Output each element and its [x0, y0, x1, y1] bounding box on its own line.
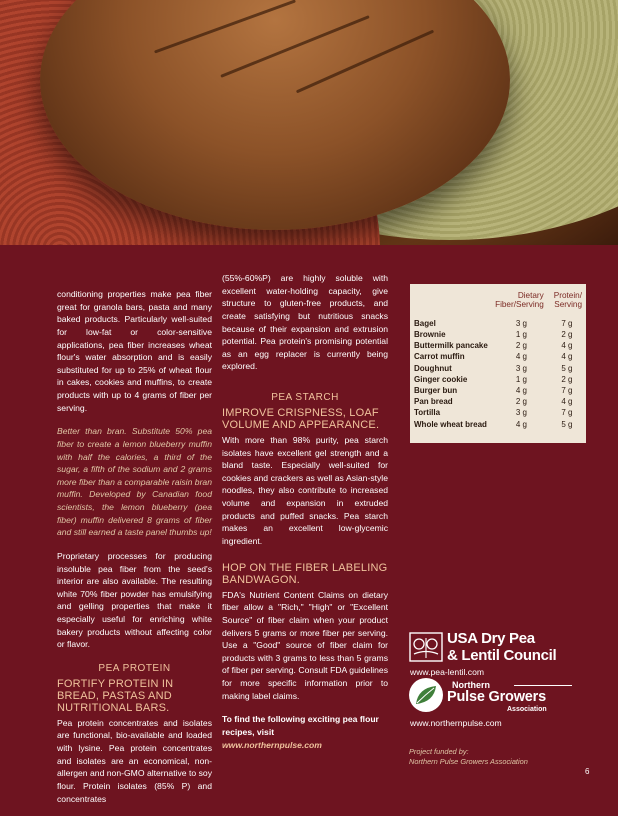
section-label-pea-starch: PEA STARCH: [271, 392, 339, 403]
npga-line-2: Pulse Growers: [447, 689, 546, 705]
page-number: 6: [585, 767, 590, 776]
table-cell-protein: 4 g: [561, 397, 573, 407]
npga-circle: [409, 678, 443, 712]
column-1: [57, 288, 212, 816]
bread-score: [154, 0, 296, 54]
table-row: [410, 352, 586, 363]
table-row: [410, 329, 586, 340]
pea-pod-icon: [409, 632, 443, 662]
table-cell-item: Doughnut: [414, 363, 452, 373]
table-cell-item: Whole wheat bread: [414, 419, 487, 429]
paragraph: Pea protein concentrates and isolates are functional, bio-available and loaded with lysine. Pea protein concentrates and isolates are an economical, non-allergen and non-GMO alternative to soy flour. Protein isolates (85% P) and concentrates: [57, 717, 212, 804]
section-heading-protein: FORTIFY PROTEIN IN BREAD, PASTAS AND NUTRITIONAL BARS.: [57, 677, 174, 714]
bread-photo: [0, 0, 618, 245]
table-cell-item: Pan bread: [414, 397, 453, 407]
table-cell-fiber: 1 g: [515, 330, 527, 340]
funded-line-2: Northern Pulse Growers Association: [409, 756, 528, 766]
paragraph: Proprietary processes for producing insoluble pea fiber from the seed's interior are also available. The resulting white 70% fiber powder has emulsifying and gelling properties that make it especially useful for enriching white bakery products without affecting color or flavor.: [57, 550, 212, 650]
table-cell-protein: 4 g: [561, 341, 573, 351]
table-header-protein: Protein/ Serving: [553, 291, 582, 310]
section-label-pea-protein: PEA PROTEIN: [98, 662, 171, 674]
table-cell-item: Tortilla: [414, 408, 441, 418]
leaf-icon: [414, 684, 438, 706]
table-row: [410, 408, 586, 419]
table-cell-fiber: 4 g: [515, 419, 527, 429]
table-cell-item: Bagel: [414, 318, 436, 328]
funded-line-1: Project funded by:: [409, 747, 469, 756]
table-row: [410, 341, 586, 352]
table-cell-fiber: 3 g: [515, 318, 527, 328]
table-cell-protein: 7 g: [561, 318, 573, 328]
npga-url[interactable]: www.northernpulse.com: [410, 718, 502, 728]
table-cell-fiber: 4 g: [515, 385, 527, 395]
table-cell-fiber: 4 g: [515, 352, 527, 362]
paragraph: (55%-60%P) are highly soluble with excellent water-holding capacity, give structure to gluten-free products, and create satisfying but nutritious snacks because of their expansion and extrusion potential. Pea protein's promising potential as an egg replacer is currently being explored.: [222, 273, 388, 372]
callout-paragraph: Better than bran. Substitute 50% pea fiber to create a lemon blueberry muffin with half the calories, a third of the sugar, a fifth of the sodium and 2 grams more fiber than a comparable raisin bran muffin. Developed by Canadian food scientists, the lemon blueberry (pea fiber) muffin delivered 8 grams of fiber and still earned a taste panel thumbs up!: [57, 426, 212, 538]
usa-line-1: USA Dry Pea: [447, 630, 535, 647]
table-cell-fiber: 3 g: [515, 408, 527, 418]
table-cell-protein: 5 g: [561, 419, 573, 429]
funding-note: [409, 747, 528, 766]
table-cell-protein: 5 g: [561, 363, 573, 373]
table-header-fiber: Dietary Fiber/Serving: [495, 291, 544, 310]
table-cell-item: Buttermilk pancake: [414, 341, 488, 351]
nutrition-table: [410, 284, 586, 443]
paragraph: FDA's Nutrient Content Claims on dietary fiber allow a "Rich," "High" or "Excellent Source" of fiber claim when your product delivers 5 grams or more fiber per serving. Use a "Good" source of fiber claim for products with 3 grams to less than 5 grams of fiber per serving. Consult FDA guidelines for more specific information prior to making label claims.: [222, 589, 388, 701]
table-cell-fiber: 2 g: [515, 397, 527, 407]
section-heading-starch: IMPROVE CRISPNESS, LOAF VOLUME AND APPEARANCE.: [222, 406, 380, 431]
table-row: [410, 385, 586, 396]
table-cell-protein: 2 g: [561, 374, 573, 384]
table-cell-item: Burger bun: [414, 385, 458, 395]
recipes-cta: To find the following exciting pea flour recipes, visit: [222, 714, 379, 737]
table-row: [410, 397, 586, 408]
table-cell-protein: 2 g: [561, 330, 573, 340]
table-header-item: [410, 284, 495, 312]
usa-line-2: & Lentil Council: [447, 647, 557, 665]
paragraph: conditioning properties make pea fiber great for granola bars, pasta and many baked products. Particularly well-suited for low-fat or color-sensitive applications, pea fiber increases wheat flour's water absorption and is easily substituted for up to 25% of wheat flour in cakes, cookies and muffins, to create products with up to 4 grams of fiber per serving.: [57, 289, 212, 413]
section-heading-fiber-labeling: HOP ON THE FIBER LABELING BANDWAGON.: [222, 561, 388, 586]
npga-rule: [514, 685, 572, 686]
table-row: [410, 374, 586, 385]
table-cell-fiber: 3 g: [515, 363, 527, 373]
northernpulse-link[interactable]: www.northernpulse.com: [222, 739, 322, 750]
table-cell-fiber: 1 g: [515, 374, 527, 384]
paragraph: With more than 98% purity, pea starch isolates have excellent gel strength and a bland taste. Especially well-suited for cookies and crackers as well as Asian-style noodles, they also contribute to increased volume and expansion in extruded products and puffed snacks. Pea starch makes an excellent low-glycemic ingredient.: [222, 434, 388, 546]
npga-line-3: Association: [507, 706, 547, 713]
table-cell-protein: 4 g: [561, 352, 573, 362]
table-cell-item: Brownie: [414, 330, 446, 340]
table-cell-item: Carrot muffin: [414, 352, 465, 362]
table-cell-protein: 7 g: [561, 385, 573, 395]
usa-dry-pea-name: [447, 630, 556, 665]
table-row: [410, 419, 586, 430]
table-row: [410, 312, 586, 330]
table-cell-item: Ginger cookie: [414, 374, 468, 384]
pea-lentil-url[interactable]: www.pea-lentil.com: [410, 667, 485, 677]
npga-logo: [409, 678, 599, 714]
npga-line-1: Northern: [452, 680, 490, 690]
table-row: [410, 363, 586, 374]
table-cell-protein: 7 g: [561, 408, 573, 418]
table-cell-fiber: 2 g: [515, 341, 527, 351]
column-2: [222, 272, 388, 751]
